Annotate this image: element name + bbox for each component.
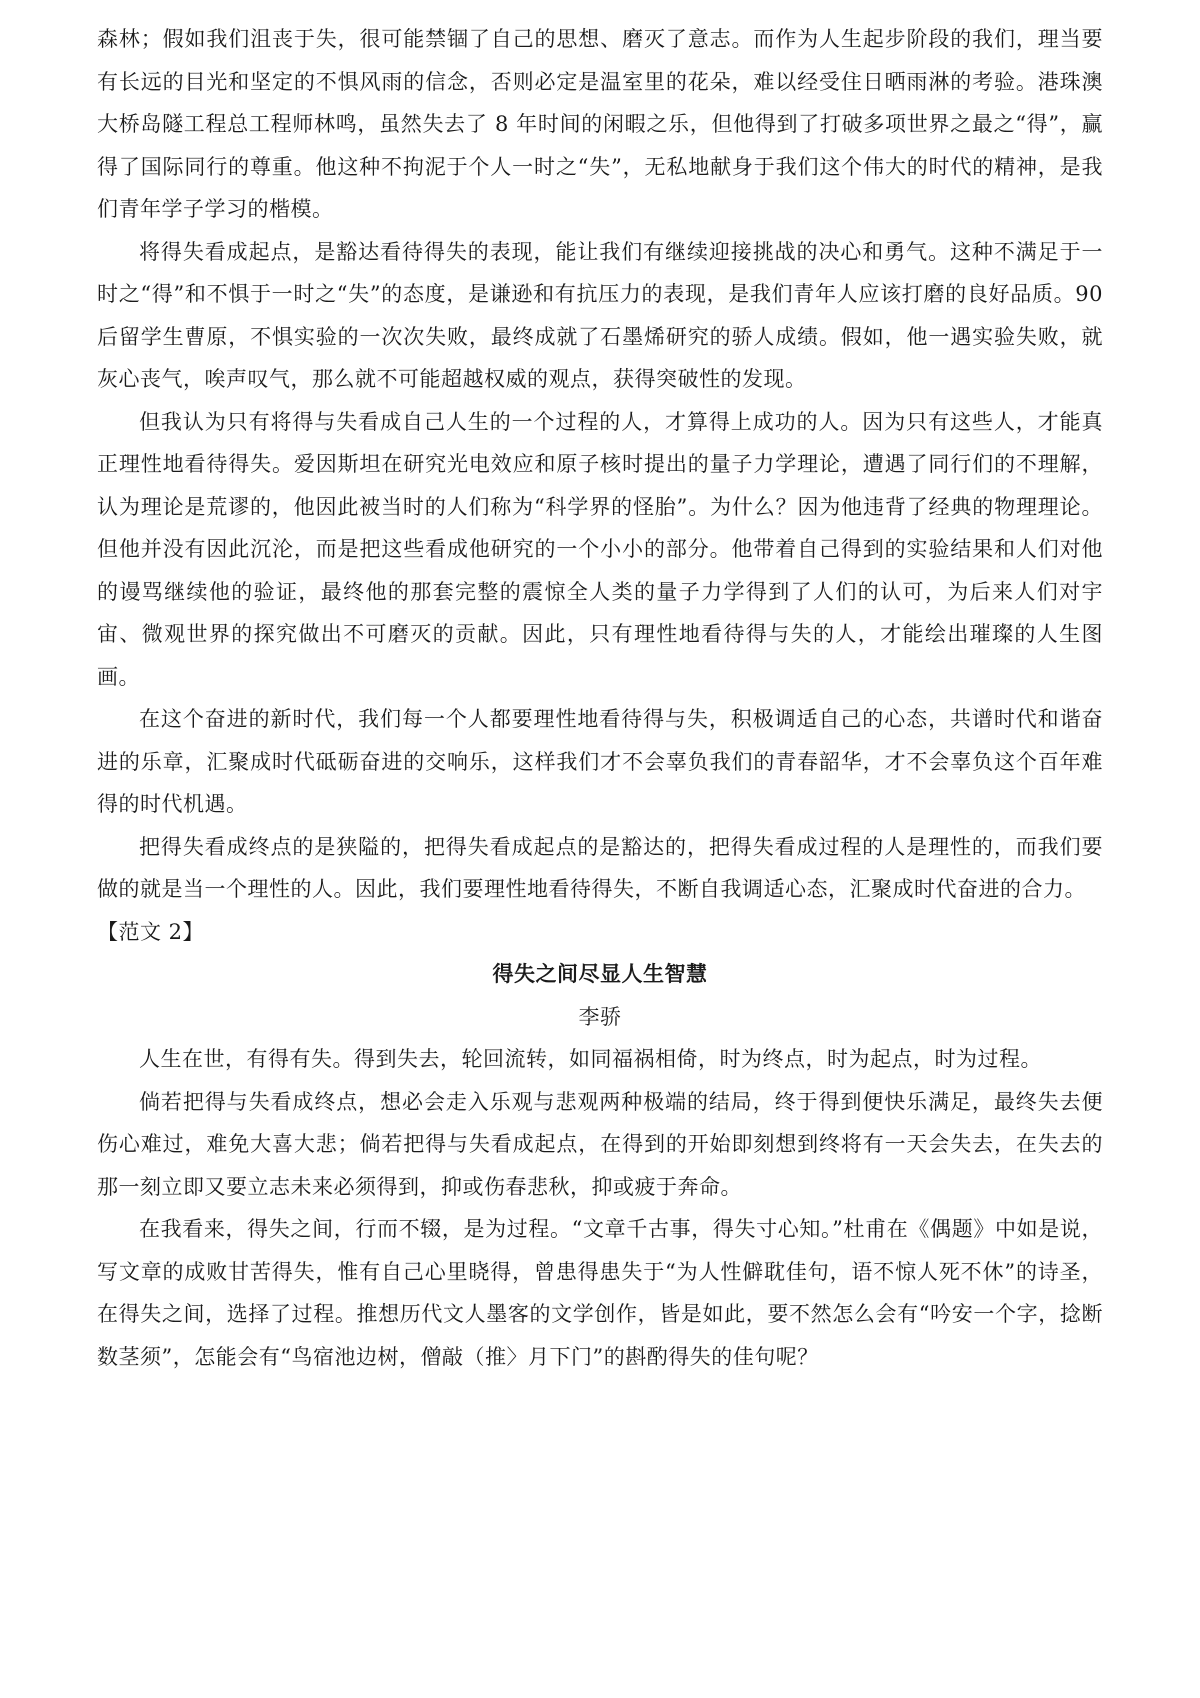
- essay2-paragraph-endpoint: 倘若把得与失看成终点，想必会走入乐观与悲观两种极端的结局，终于得到便快乐满足，最终失去便伤心难过，难免大喜大悲；倘若把得与失看成起点，在得到的开始即刻想到终将有一天会失去，在失去的那一刻立即又要立志未来必须得到，抑或伤春悲秋，抑或疲于奔命。: [97, 1089, 1103, 1199]
- essay2-paragraph-process: 在我看来，得失之间，行而不辍，是为过程。“文章千古事，得失寸心知。”杜甫在《偶题》中如是说，写文章的成败甘苦得失，惟有自己心里晓得，曾患得患失于“为人性僻耽佳句，语不惊人死不休”的诗圣，在得失之间，选择了过程。推想历代文人墨客的文学创作，皆是如此，要不然怎么会有“吟安一个字，捻断数茎须”，怎能会有“鸟宿池边树，僧敲（推〉月下门”的斟酌得失的佳句呢？: [97, 1217, 1103, 1369]
- document-page: [97, 18, 1103, 1378]
- paragraph-new-era: 在这个奋进的新时代，我们每一个人都要理性地看待得与失，积极调适自己的心态，共谱时代和谐奋进的乐章，汇聚成时代砥砺奋进的交响乐，这样我们才不会辜负我们的青春韶华，才不会辜负这个百年难得的时代机遇。: [97, 707, 1103, 816]
- essay2-paragraph-intro: 人生在世，有得有失。得到失去，轮回流转，如同福祸相倚，时为终点，时为起点，时为过程。: [139, 1047, 1042, 1071]
- essay-label: 【范文 2】: [97, 919, 205, 944]
- paragraph-continuation: 森林；假如我们沮丧于失，很可能禁锢了自己的思想、磨灭了意志。而作为人生起步阶段的我们，理当要有长远的目光和坚定的不惧风雨的信念，否则必定是温室里的花朵，难以经受住日晒雨淋的考验。港珠澳大桥岛隧工程总工程师林鸣，虽然失去了 8 年时间的闲暇之乐，但他得到了打破多项世界之最之“得”，赢得了国际同行的尊重。他这种不拘泥于个人一时之“失”，无私地献身于我们这个伟大的时代的精神，是我们青年学子学习的楷模。: [97, 27, 1103, 221]
- paragraph-starting-point: 将得失看成起点，是豁达看待得失的表现，能让我们有继续迎接挑战的决心和勇气。这种不满足于一时之“得”和不惧于一时之“失”的态度，是谦逊和有抗压力的表现，是我们青年人应该打磨的良好品质。90 后留学生曹原，不惧实验的一次次失败，最终成就了石墨烯研究的骄人成绩。假如，他一遇实验失败，就灰心丧气，唉声叹气，那么就不可能超越权威的观点，获得突破性的发现。: [97, 239, 1103, 391]
- essay-title: 得失之间尽显人生智慧: [492, 961, 708, 986]
- paragraph-process: 但我认为只有将得与失看成自己人生的一个过程的人，才算得上成功的人。因为只有这些人，才能真正理性地看待得失。爱因斯坦在研究光电效应和原子核时提出的量子力学理论，遭遇了同行们的不理解，认为理论是荒谬的，他因此被当时的人们称为“科学界的怪胎”。为什么？因为他违背了经典的物理理论。但他并没有因此沉沦，而是把这些看成他研究的一个小小的部分。他带着自己得到的实验结果和人们对他的谩骂继续他的验证，最终他的那套完整的震惊全人类的量子力学得到了人们的认可，为后来人们对宇宙、微观世界的探究做出不可磨灭的贡献。因此，只有理性地看待得与失的人，才能绘出璀璨的人生图画。: [97, 409, 1103, 689]
- paragraph-conclusion: 把得失看成终点的是狭隘的，把得失看成起点的是豁达的，把得失看成过程的人是理性的，而我们要做的就是当一个理性的人。因此，我们要理性地看待得失，不断自我调适心态，汇聚成时代奋进的合力。: [97, 834, 1103, 901]
- essay-author: 李骄: [578, 1004, 622, 1029]
